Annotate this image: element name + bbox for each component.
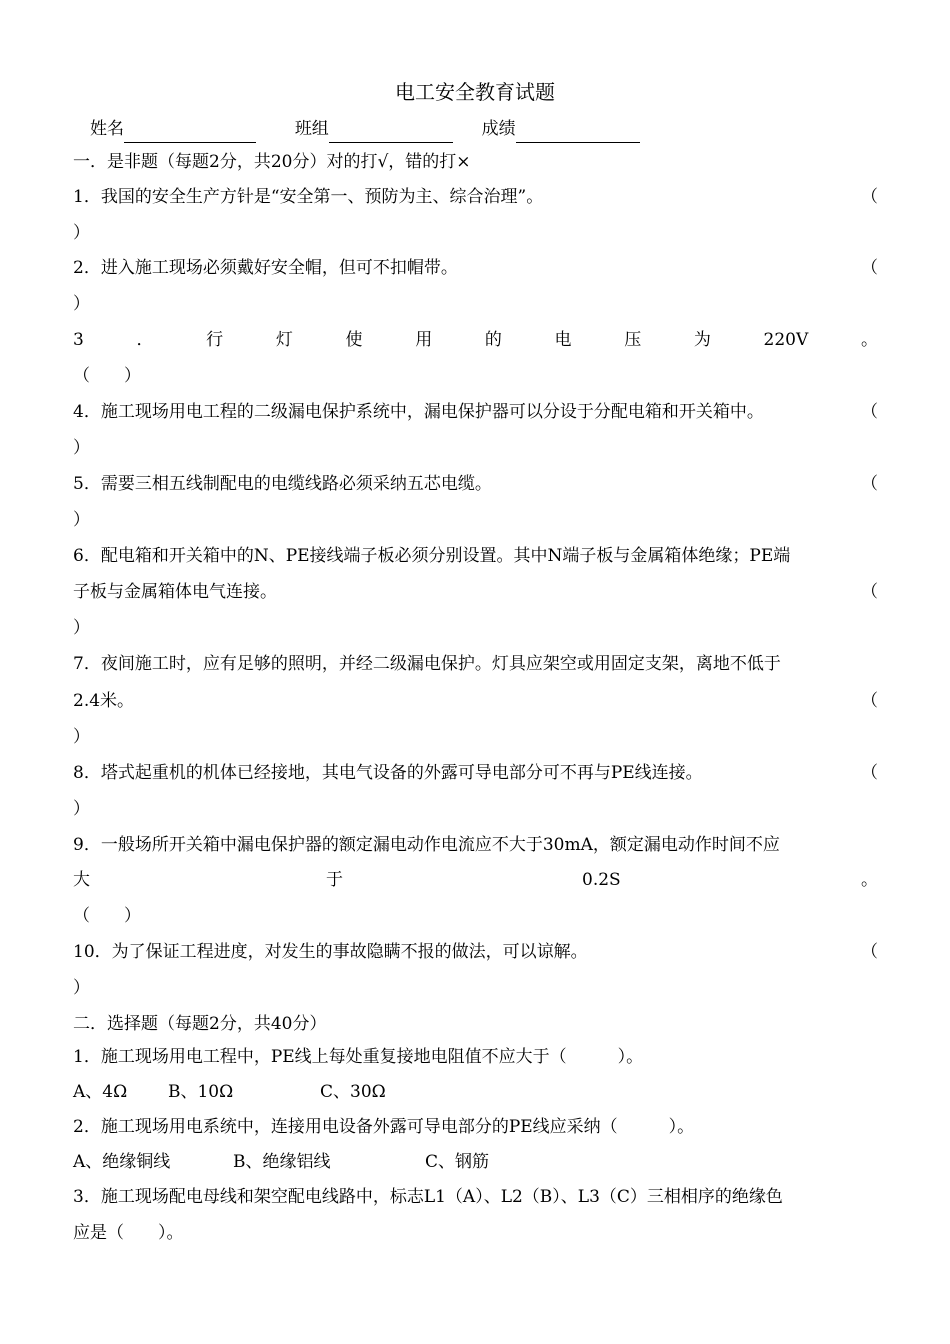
question-3-part: 220V [763,330,809,350]
question-3 [73,326,878,354]
question-3-part: 为 [693,330,711,350]
question-5 [73,470,878,498]
question-3-part: 。 [860,330,878,350]
question-9-part: 。 [861,870,878,890]
class-blank[interactable] [329,122,453,143]
question-1-text: 1．我国的安全生产方针是“安全第一、预防为主、综合治理”。 [73,187,544,207]
answer-paren-pair[interactable]: （ ） [73,366,141,386]
question-8 [73,759,878,787]
answer-paren-close[interactable]: ） [73,618,90,638]
option-c[interactable]: C、钢筋 [425,1152,490,1172]
answer-paren-open: （ [861,258,878,278]
question-7-text: 2.4米。 [73,691,135,711]
question-3-part: 的 [484,330,502,350]
question-9-part: 大 [73,870,90,890]
question-4 [73,398,878,426]
answer-paren-open: （ [861,942,878,962]
choice-question-2: 2．施工现场用电系统中，连接用电设备外露可导电部分的PE线应采纳（ ）。 [73,1117,695,1137]
question-3-part: 电 [554,330,572,350]
option-a[interactable]: A、4Ω [73,1082,128,1102]
question-3-part: ． [136,330,154,350]
option-b[interactable]: B、10Ω [168,1082,234,1102]
question-3-part: 用 [415,330,433,350]
question-7-line-1: 7．夜间施工时，应有足够的照明，并经二级漏电保护。灯具应架空或用固定支架，离地不低于 [73,654,781,674]
page-title: 电工安全教育试题 [395,80,555,104]
score-label: 成绩 [481,119,516,139]
answer-paren-open: （ [861,474,878,494]
question-6-line-2 [73,578,878,606]
choice-question-1-options [73,1078,878,1106]
name-label: 姓名 [90,119,124,139]
question-7-line-2 [73,687,878,715]
question-6-line-1: 6．配电箱和开关箱中的N、PE接线端子板必须分别设置。其中N端子板与金属箱体绝缘；PE端 [73,546,791,566]
section1-heading: 一．是非题（每题2分，共20分）对的打√，错的打× [73,152,471,172]
choice-question-2-options [73,1148,878,1176]
option-a[interactable]: A、绝缘铜线 [73,1152,171,1172]
question-9-part: 于 [326,870,343,890]
score-blank[interactable] [516,122,640,143]
section2-heading: 二．选择题（每题2分，共40分） [73,1014,327,1034]
answer-paren-close[interactable]: ） [73,223,90,243]
option-b[interactable]: B、绝缘铝线 [233,1152,331,1172]
question-6-text: 子板与金属箱体电气连接。 [73,582,277,602]
question-3-part: 3 [73,330,84,350]
answer-paren-close[interactable]: ） [73,978,90,998]
question-2-text: 2．进入施工现场必须戴好安全帽，但可不扣帽带。 [73,258,458,278]
question-1 [73,183,878,211]
question-2 [73,254,878,282]
question-3-part: 灯 [275,330,293,350]
answer-paren-close[interactable]: ） [73,510,90,530]
answer-paren-open: （ [861,763,878,783]
question-10-text: 10．为了保证工程进度，对发生的事故隐瞒不报的做法，可以谅解。 [73,942,588,962]
option-c[interactable]: C、30Ω [320,1082,386,1102]
question-9-line-2 [73,866,878,894]
question-8-text: 8．塔式起重机的机体已经接地，其电气设备的外露可导电部分可不再与PE线连接。 [73,763,703,783]
name-blank[interactable] [124,122,256,143]
student-info-row [90,115,640,143]
choice-question-3-line-1: 3．施工现场配电母线和架空配电线路中，标志L1（A）、L2（B）、L3（C）三相相序的绝缘色 [73,1187,783,1207]
question-10 [73,938,878,966]
answer-paren-close[interactable]: ） [73,799,90,819]
question-3-part: 使 [345,330,363,350]
answer-paren-open: （ [861,402,878,422]
answer-paren-close[interactable]: ） [73,294,90,314]
question-4-text: 4．施工现场用电工程的二级漏电保护系统中，漏电保护器可以分设于分配电箱和开关箱中。 [73,402,764,422]
question-3-part: 压 [624,330,642,350]
choice-question-1: 1．施工现场用电工程中，PE线上每处重复接地电阻值不应大于（ ）。 [73,1047,644,1067]
choice-question-3-line-2: 应是（ ）。 [73,1223,184,1243]
answer-paren-open: （ [861,691,878,711]
answer-paren-open: （ [861,187,878,207]
class-label: 班组 [294,119,329,139]
question-9-line-1: 9．一般场所开关箱中漏电保护器的额定漏电动作电流应不大于30mA，额定漏电动作时间不应 [73,835,780,855]
answer-paren-close[interactable]: ） [73,438,90,458]
answer-paren-close[interactable]: ） [73,727,90,747]
question-3-part: 行 [206,330,224,350]
question-5-text: 5．需要三相五线制配电的电缆线路必须采纳五芯电缆。 [73,474,492,494]
answer-paren-open: （ [861,582,878,602]
answer-paren-pair[interactable]: （ ） [73,906,141,926]
question-9-part: 0.2S [582,870,621,890]
